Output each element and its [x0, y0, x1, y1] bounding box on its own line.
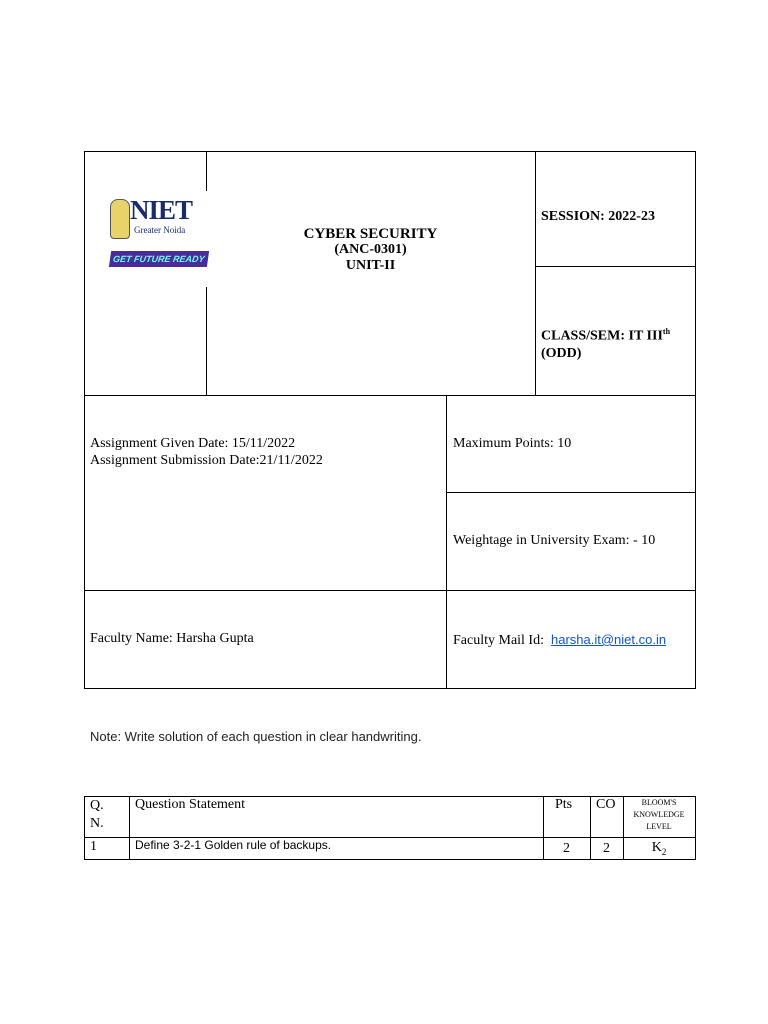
faculty-name: Faculty Name: Harsha Gupta [90, 631, 254, 646]
max-points: Maximum Points: 10 [453, 436, 572, 451]
session: SESSION: 2022-23 [541, 209, 655, 224]
row-co: 2 [603, 841, 610, 856]
header-blooms [623, 797, 695, 833]
row-qn: 1 [90, 839, 97, 854]
row-level-sub: 2 [661, 846, 667, 857]
submission-date: Assignment Submission Date:21/11/2022 [90, 453, 323, 468]
logo-sub: Greater Noida [134, 225, 186, 235]
header-blooms-1: BLOOM'S [641, 798, 677, 807]
header-qn [90, 797, 104, 833]
header-qn-1: Q. [90, 798, 104, 813]
header-blooms-3: LEVEL [646, 822, 672, 831]
header-blooms-2: KNOWLEDGE [633, 810, 685, 819]
row-pts: 2 [563, 841, 570, 856]
given-date: Assignment Given Date: 15/11/2022 [90, 436, 296, 451]
unit: UNIT-II [345, 258, 396, 273]
class-sem [541, 323, 670, 362]
faculty-mail-label: Faculty Mail Id: [453, 633, 544, 648]
row-statement: Define 3-2-1 Golden rule of backups. [135, 838, 332, 852]
class-sem-text: CLASS/SEM: IT III [541, 328, 663, 344]
class-sup: th [662, 327, 671, 336]
header-pts: Pts [555, 797, 573, 812]
faculty-mail-link[interactable]: harsha.it@niet.co.in [551, 632, 667, 647]
course-code: (ANC-0301) [334, 242, 407, 257]
note: Note: Write solution of each question in clear handwriting. [90, 729, 422, 744]
crest-icon [110, 199, 130, 239]
class-term: (ODD) [541, 345, 582, 361]
weightage: Weightage in University Exam: - 10 [453, 533, 656, 548]
row-level-k: K [651, 840, 662, 855]
niet-logo [108, 195, 206, 281]
row-level [623, 840, 695, 857]
course-title: CYBER SECURITY [303, 226, 438, 242]
header-qn-2: N. [90, 816, 104, 831]
logo-name: NIET [130, 195, 193, 225]
header-co: CO [596, 797, 616, 812]
logo-tagline: GET FUTURE READY [109, 251, 209, 267]
header-statement: Question Statement [135, 797, 246, 812]
